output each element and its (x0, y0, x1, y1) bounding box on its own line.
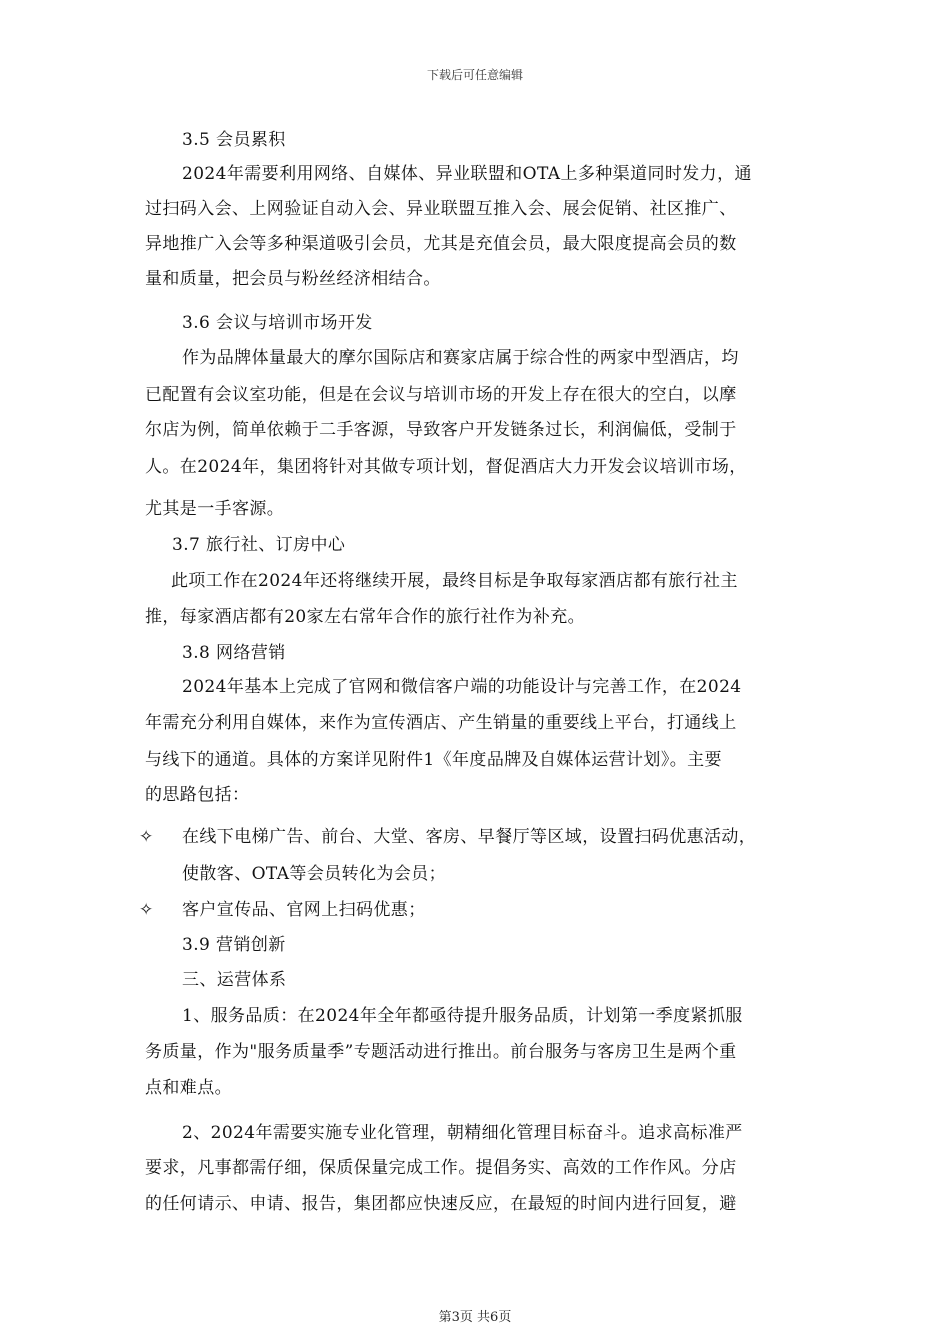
section-heading-3-9: 3.9 营销创新 (182, 935, 286, 955)
paragraph-line: 2024年基本上完成了官网和微信客户端的功能设计与完善工作，在2024 (182, 677, 742, 697)
paragraph-line: 要求，凡事都需仔细，保质保量完成工作。提倡务实、高效的工作作风。分店 (145, 1158, 737, 1178)
paragraph-line: 2024年需要利用网络、自媒体、异业联盟和OTA上多种渠道同时发力，通 (182, 164, 752, 184)
paragraph-line: 务质量，作为"服务质量季”专题活动进行推出。前台服务与客房卫生是两个重 (145, 1042, 737, 1062)
paragraph-line: 人。在2024年，集团将针对其做专项计划，督促酒店大力开发会议培训市场， (145, 457, 747, 477)
bullet-item-line: 客户宣传品、官网上扫码优惠； (182, 900, 426, 920)
paragraph-line: 尔店为例，简单依赖于二手客源，导致客户开发链条过长，利润偏低，受制于 (145, 420, 737, 440)
paragraph-line: 年需充分利用自媒体，来作为宣传酒店、产生销量的重要线上平台，打通线上 (145, 713, 737, 733)
paragraph-line: 异地推广入会等多种渠道吸引会员，尤其是充值会员，最大限度提高会员的数 (145, 234, 737, 254)
section-heading-3-8: 3.8 网络营销 (182, 643, 286, 663)
bullet-diamond-icon: ✧ (139, 900, 154, 920)
section-heading-3-7: 3.7 旅行社、订房中心 (172, 535, 346, 555)
section-heading-3-5: 3.5 会员累积 (182, 130, 286, 150)
paragraph-line: 与线下的通道。具体的方案详见附件1《年度品牌及自媒体运营计划》。主要 (145, 750, 722, 770)
paragraph-line: 1、服务品质：在2024年全年都亟待提升服务品质，计划第一季度紧抓服 (182, 1006, 743, 1026)
paragraph-line: 已配置有会议室功能，但是在会议与培训市场的开发上存在很大的空白，以摩 (145, 385, 737, 405)
bullet-item-line: 使散客、OTA等会员转化为会员； (182, 864, 447, 884)
paragraph-line: 过扫码入会、上网验证自动入会、异业联盟互推入会、展会促销、社区推广、 (145, 199, 737, 219)
paragraph-line: 量和质量，把会员与粉丝经济相结合。 (145, 269, 441, 289)
paragraph-line: 的任何请示、申请、报告，集团都应快速反应，在最短的时间内进行回复，避 (145, 1194, 737, 1214)
paragraph-line: 的思路包括： (145, 785, 250, 805)
paragraph-line: 2、2024年需要实施专业化管理，朝精细化管理目标奋斗。追求高标准严 (182, 1123, 743, 1143)
bullet-item-line: 在线下电梯广告、前台、大堂、客房、早餐厅等区域，设置扫码优惠活动， (182, 827, 757, 847)
page-footer: 第3页 共6页 (438, 1310, 512, 1325)
paragraph-line: 作为品牌体量最大的摩尔国际店和赛家店属于综合性的两家中型酒店，均 (182, 348, 739, 368)
page-header: 下载后可任意编辑 (426, 68, 523, 82)
paragraph-line: 推，每家酒店都有20家左右常年合作的旅行社作为补充。 (145, 607, 586, 627)
section-heading-3-6: 3.6 会议与培训市场开发 (182, 313, 373, 333)
paragraph-line: 点和难点。 (145, 1078, 232, 1098)
paragraph-line: 尤其是一手客源。 (145, 499, 285, 519)
bullet-diamond-icon: ✧ (139, 827, 154, 847)
section-heading-operations: 三、运营体系 (182, 970, 287, 990)
paragraph-line: 此项工作在2024年还将继续开展，最终目标是争取每家酒店都有旅行社主 (171, 571, 738, 591)
